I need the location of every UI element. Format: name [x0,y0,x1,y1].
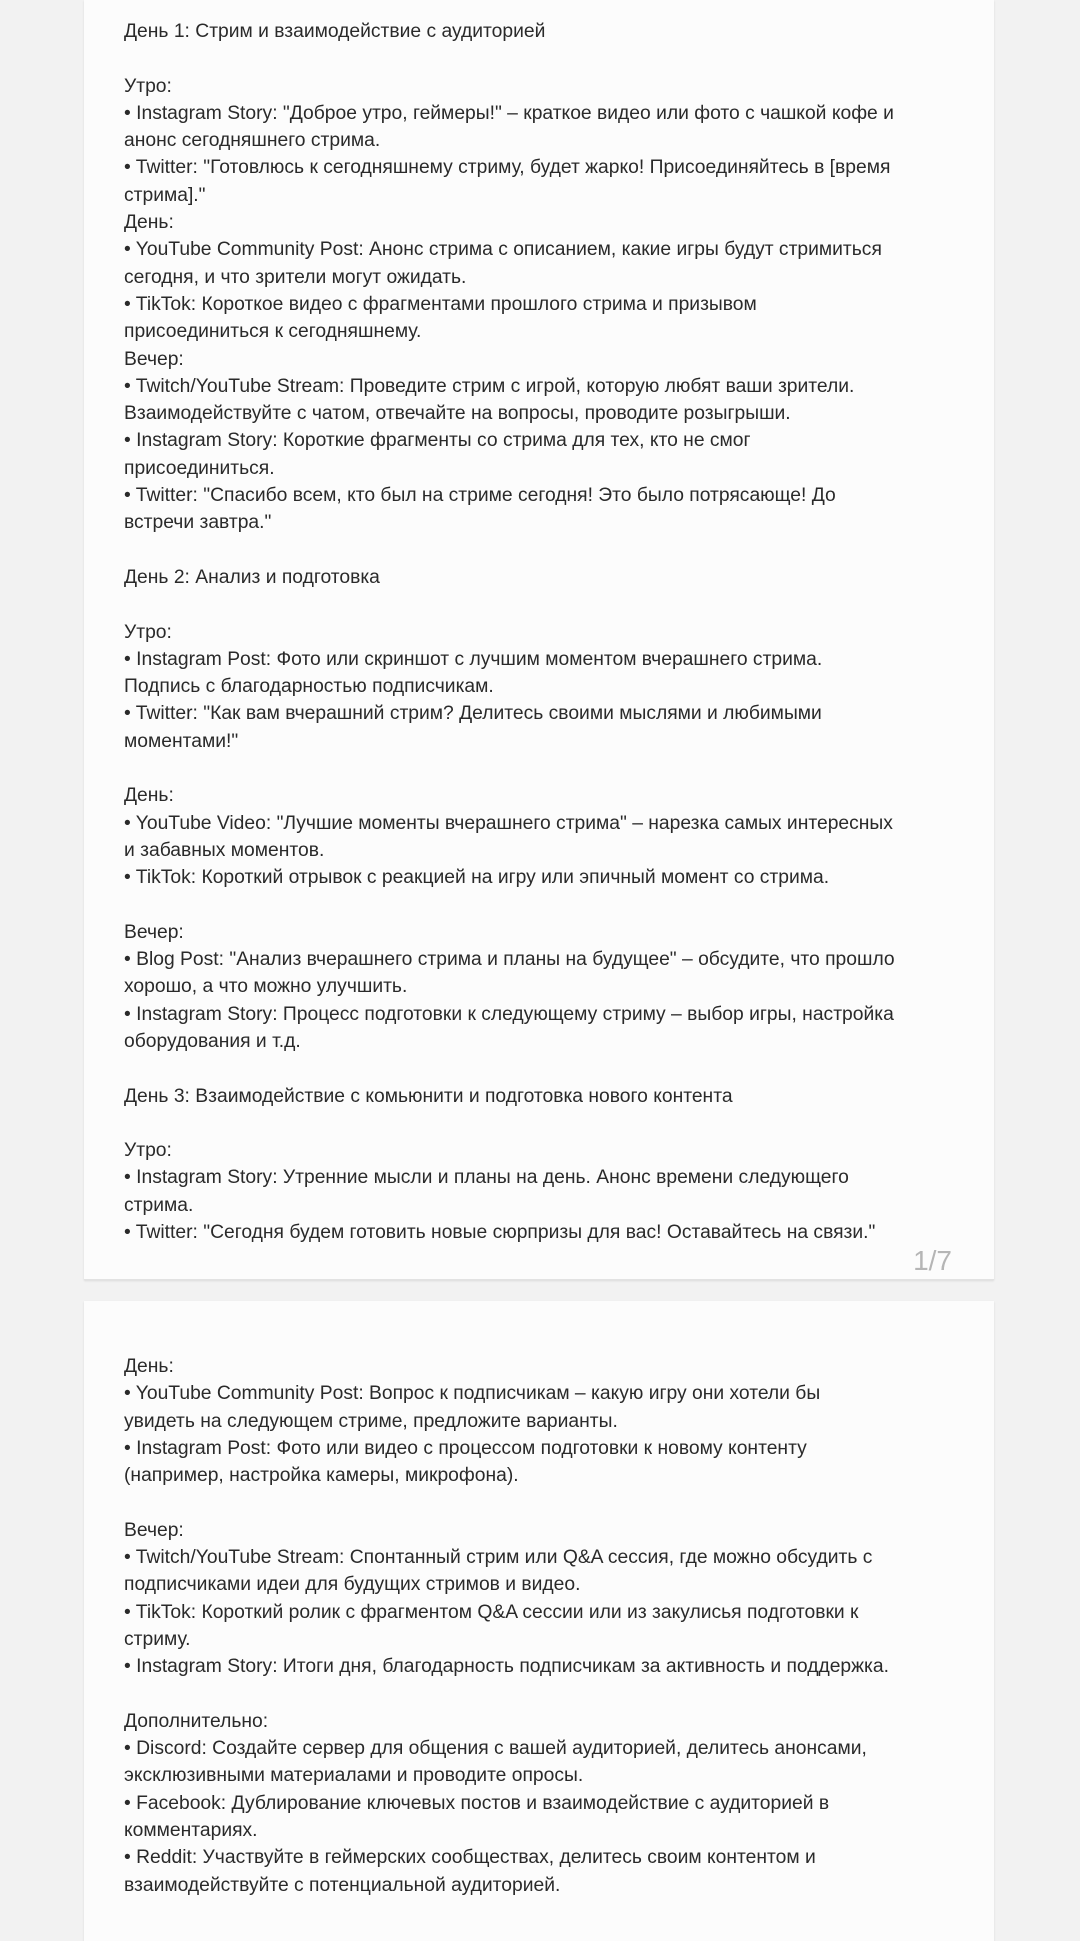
text-line: • TikTok: Короткое видео с фрагментами прошлого стрима и призывом [124,293,757,315]
text-line: • TikTok: Короткий ролик с фрагментом Q&A сессии или из закулисья подготовки к [124,1601,859,1623]
text-line: День: [124,1356,174,1377]
text-line: • Instagram Story: Процесс подготовки к следующему стриму – выбор игры, настройка [124,1003,894,1025]
text-line: Утро: [124,75,172,97]
text-line: • Instagram Post: Фото или скриншот с лучшим моментом вчерашнего стрима. [124,648,823,670]
document-page-2 [84,1301,994,1941]
text-line: моментами!" [124,730,239,752]
text-line: • Instagram Story: Итоги дня, благодарность подписчикам за активность и поддержка. [124,1656,889,1678]
text-line: День: [124,785,174,807]
text-line: оборудования и т.д. [124,1030,301,1052]
text-line: Утро: [124,1140,172,1162]
text-line: встречи завтра." [124,512,272,534]
text-line: присоединиться к сегодняшнему. [124,321,422,343]
page-1-text [124,0,954,1246]
text-line: Вечер: [124,1519,184,1541]
text-line: День 1: Стрим и взаимодействие с аудиторией [124,21,546,42]
text-line: • Twitter: "Готовлюсь к сегодняшнему стриму, будет жарко! Присоединяйтесь в [время [124,157,891,179]
text-line: Утро: [124,621,172,643]
text-line: • Instagram Story: Утренние мысли и планы на день. Анонс времени следующего [124,1167,849,1189]
text-line: • Twitter: "Сегодня будем готовить новые сюрпризы для вас! Оставайтесь на связи." [124,1222,876,1244]
text-line: День 2: Анализ и подготовка [124,566,380,588]
text-line: взаимодействуйте с потенциальной аудиторией. [124,1874,561,1896]
text-line: • YouTube Community Post: Вопрос к подписчикам – какую игру они хотели бы [124,1383,821,1405]
blank-line [124,1489,954,1516]
text-line: стриму. [124,1628,191,1650]
page-number: 1/7 [913,1245,952,1276]
page-2-text [124,1301,954,1899]
text-line: • Instagram Story: Короткие фрагменты со стрима для тех, кто не смог [124,430,751,452]
blank-line [124,591,954,618]
text-line: • Twitch/YouTube Stream: Проведите стрим с игрой, которую любят ваши зрители. [124,375,855,397]
text-line: хорошо, а что можно улучшить. [124,976,408,998]
blank-line [124,1110,954,1137]
text-line: и забавных моментов. [124,839,325,861]
text-line: Вечер: [124,348,184,370]
text-line: Подпись с благодарностью подписчикам. [124,676,494,698]
text-line: комментариях. [124,1820,258,1842]
text-line: • YouTube Video: "Лучшие моменты вчерашнего стрима" – нарезка самых интересных [124,812,893,834]
text-line: • Twitch/YouTube Stream: Спонтанный стрим или Q&A сессия, где можно обсудить с [124,1547,873,1569]
text-line: стрима. [124,1194,194,1216]
text-line: • Discord: Создайте сервер для общения с вашей аудиторией, делитесь анонсами, [124,1738,867,1760]
text-line: День: [124,212,174,234]
text-line: • Instagram Post: Фото или видео с процессом подготовки к новому контенту [124,1437,807,1459]
text-line: • Blog Post: "Анализ вчерашнего стрима и планы на будущее" – обсудите, что прошло [124,949,895,971]
blank-line [124,892,954,919]
text-line: анонс сегодняшнего стрима. [124,130,381,152]
text-line: присоединиться. [124,457,275,479]
text-line: Дополнительно: [124,1710,269,1732]
text-line: Взаимодействуйте с чатом, отвечайте на вопросы, проводите розыгрыши. [124,403,791,425]
text-line: • Twitter: "Спасибо всем, кто был на стриме сегодня! Это было потрясающе! До [124,485,836,507]
text-line: • TikTok: Короткий отрывок с реакцией на игру или эпичный момент со стрима. [124,867,830,889]
text-line: День 3: Взаимодействие с комьюнити и подготовка нового контента [124,1085,733,1107]
text-line: сегодня, и что зрители могут ожидать. [124,266,467,288]
blank-line [124,45,954,72]
text-line: • Reddit: Участвуйте в геймерских сообществах, делитесь своим контентом и [124,1847,816,1869]
text-line: • YouTube Community Post: Анонс стрима с описанием, какие игры будут стримиться [124,239,882,261]
blank-line [124,755,954,782]
blank-line [124,1681,954,1708]
blank-line [124,1055,954,1082]
text-line: (например, настройка камеры, микрофона). [124,1465,519,1487]
text-line: Вечер: [124,921,184,943]
text-line: • Instagram Story: "Доброе утро, геймеры!" – краткое видео или фото с чашкой кофе и [124,102,894,124]
blank-line [124,537,954,564]
text-line: подписчиками идеи для будущих стримов и видео. [124,1574,581,1596]
text-line: увидеть на следующем стриме, предложите варианты. [124,1410,618,1432]
text-line: • Facebook: Дублирование ключевых постов и взаимодействие с аудиторией в [124,1792,830,1814]
document-page-1 [84,0,994,1280]
text-line: эксклюзивными материалами и проводите опросы. [124,1765,584,1787]
text-line: • Twitter: "Как вам вчерашний стрим? Делитесь своими мыслями и любимыми [124,703,822,725]
text-line: стрима]." [124,184,206,206]
